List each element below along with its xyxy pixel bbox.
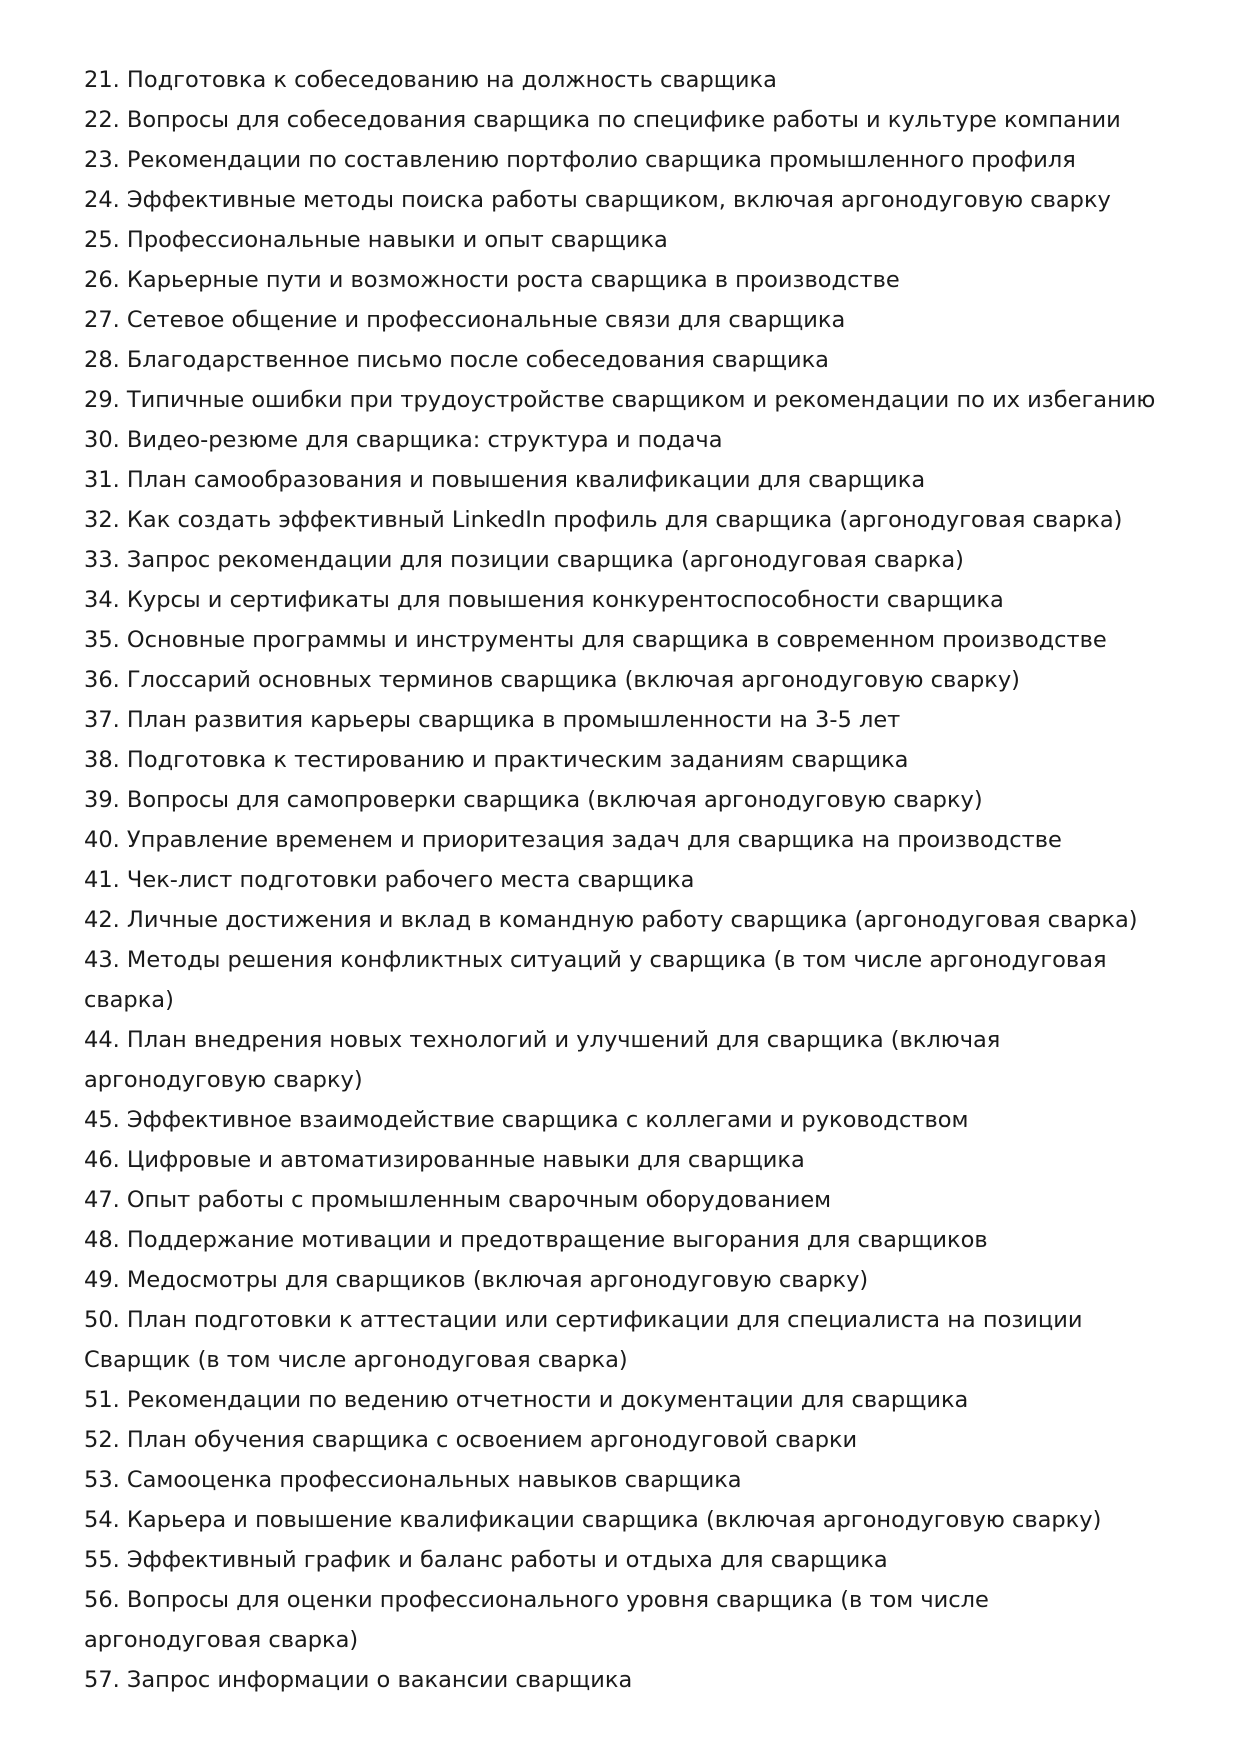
list-item: 46. Цифровые и автоматизированные навыки для сварщика (84, 1147, 805, 1173)
list-item: 45. Эффективное взаимодействие сварщика с коллегами и руководством (84, 1107, 969, 1133)
list-item: 52. План обучения сварщика с освоением аргонодуговой сварки (84, 1427, 858, 1453)
list-item: 26. Карьерные пути и возможности роста сварщика в производстве (84, 267, 900, 293)
list-item: 40. Управление временем и приоритезация задач для сварщика на производстве (84, 827, 1062, 853)
list-item: 41. Чек-лист подготовки рабочего места сварщика (84, 867, 695, 893)
list-item: 28. Благодарственное письмо после собеседования сварщика (84, 347, 829, 373)
list-item: 43. Методы решения конфликтных ситуаций у сварщика (в том числе аргонодуговая сварка) (84, 947, 1107, 1013)
list-item: 22. Вопросы для собеседования сварщика по специфике работы и культуре компании (84, 107, 1121, 133)
list-item: 23. Рекомендации по составлению портфолио сварщика промышленного профиля (84, 147, 1076, 173)
list-item: 25. Профессиональные навыки и опыт сварщика (84, 227, 668, 253)
list-item: 53. Самооценка профессиональных навыков сварщика (84, 1467, 742, 1493)
list-item: 56. Вопросы для оценки профессионального уровня сварщика (в том числе аргонодуговая сварка) (84, 1587, 989, 1653)
list-item: 55. Эффективный график и баланс работы и отдыха для сварщика (84, 1547, 888, 1573)
list-item: 39. Вопросы для самопроверки сварщика (включая аргонодуговую сварку) (84, 787, 983, 813)
list-item: 51. Рекомендации по ведению отчетности и документации для сварщика (84, 1387, 969, 1413)
list-item: 24. Эффективные методы поиска работы сварщиком, включая аргонодуговую сварку (84, 187, 1111, 213)
list-item: 29. Типичные ошибки при трудоустройстве сварщиком и рекомендации по их избеганию (84, 387, 1156, 413)
list-item: 57. Запрос информации о вакансии сварщика (84, 1667, 633, 1693)
list-item: 37. План развития карьеры сварщика в промышленности на 3-5 лет (84, 707, 901, 733)
numbered-topic-list (84, 60, 1164, 1700)
list-item: 27. Сетевое общение и профессиональные связи для сварщика (84, 307, 846, 333)
list-item: 50. План подготовки к аттестации или сертификации для специалиста на позиции Сварщик (в том числе аргонодуговая сварка) (84, 1307, 1083, 1373)
list-item: 54. Карьера и повышение квалификации сварщика (включая аргонодуговую сварку) (84, 1507, 1102, 1533)
list-item: 36. Глоссарий основных терминов сварщика (включая аргонодуговую сварку) (84, 667, 1020, 693)
list-item: 33. Запрос рекомендации для позиции сварщика (аргонодуговая сварка) (84, 547, 964, 573)
list-item: 38. Подготовка к тестированию и практическим заданиям сварщика (84, 747, 909, 773)
list-item: 32. Как создать эффективный LinkedIn профиль для сварщика (аргонодуговая сварка) (84, 507, 1123, 533)
list-item: 30. Видео-резюме для сварщика: структура и подача (84, 427, 723, 453)
list-item: 34. Курсы и сертификаты для повышения конкурентоспособности сварщика (84, 587, 1004, 613)
list-item: 31. План самообразования и повышения квалификации для сварщика (84, 467, 926, 493)
list-item: 47. Опыт работы с промышленным сварочным оборудованием (84, 1187, 832, 1213)
list-item: 42. Личные достижения и вклад в командную работу сварщика (аргонодуговая сварка) (84, 907, 1138, 933)
list-item: 21. Подготовка к собеседованию на должность сварщика (84, 67, 777, 93)
list-item: 48. Поддержание мотивации и предотвращение выгорания для сварщиков (84, 1227, 988, 1253)
list-item: 49. Медосмотры для сварщиков (включая аргонодуговую сварку) (84, 1267, 869, 1293)
list-item: 44. План внедрения новых технологий и улучшений для сварщика (включая аргонодуговую сварку) (84, 1027, 1001, 1093)
list-item: 35. Основные программы и инструменты для сварщика в современном производстве (84, 627, 1107, 653)
